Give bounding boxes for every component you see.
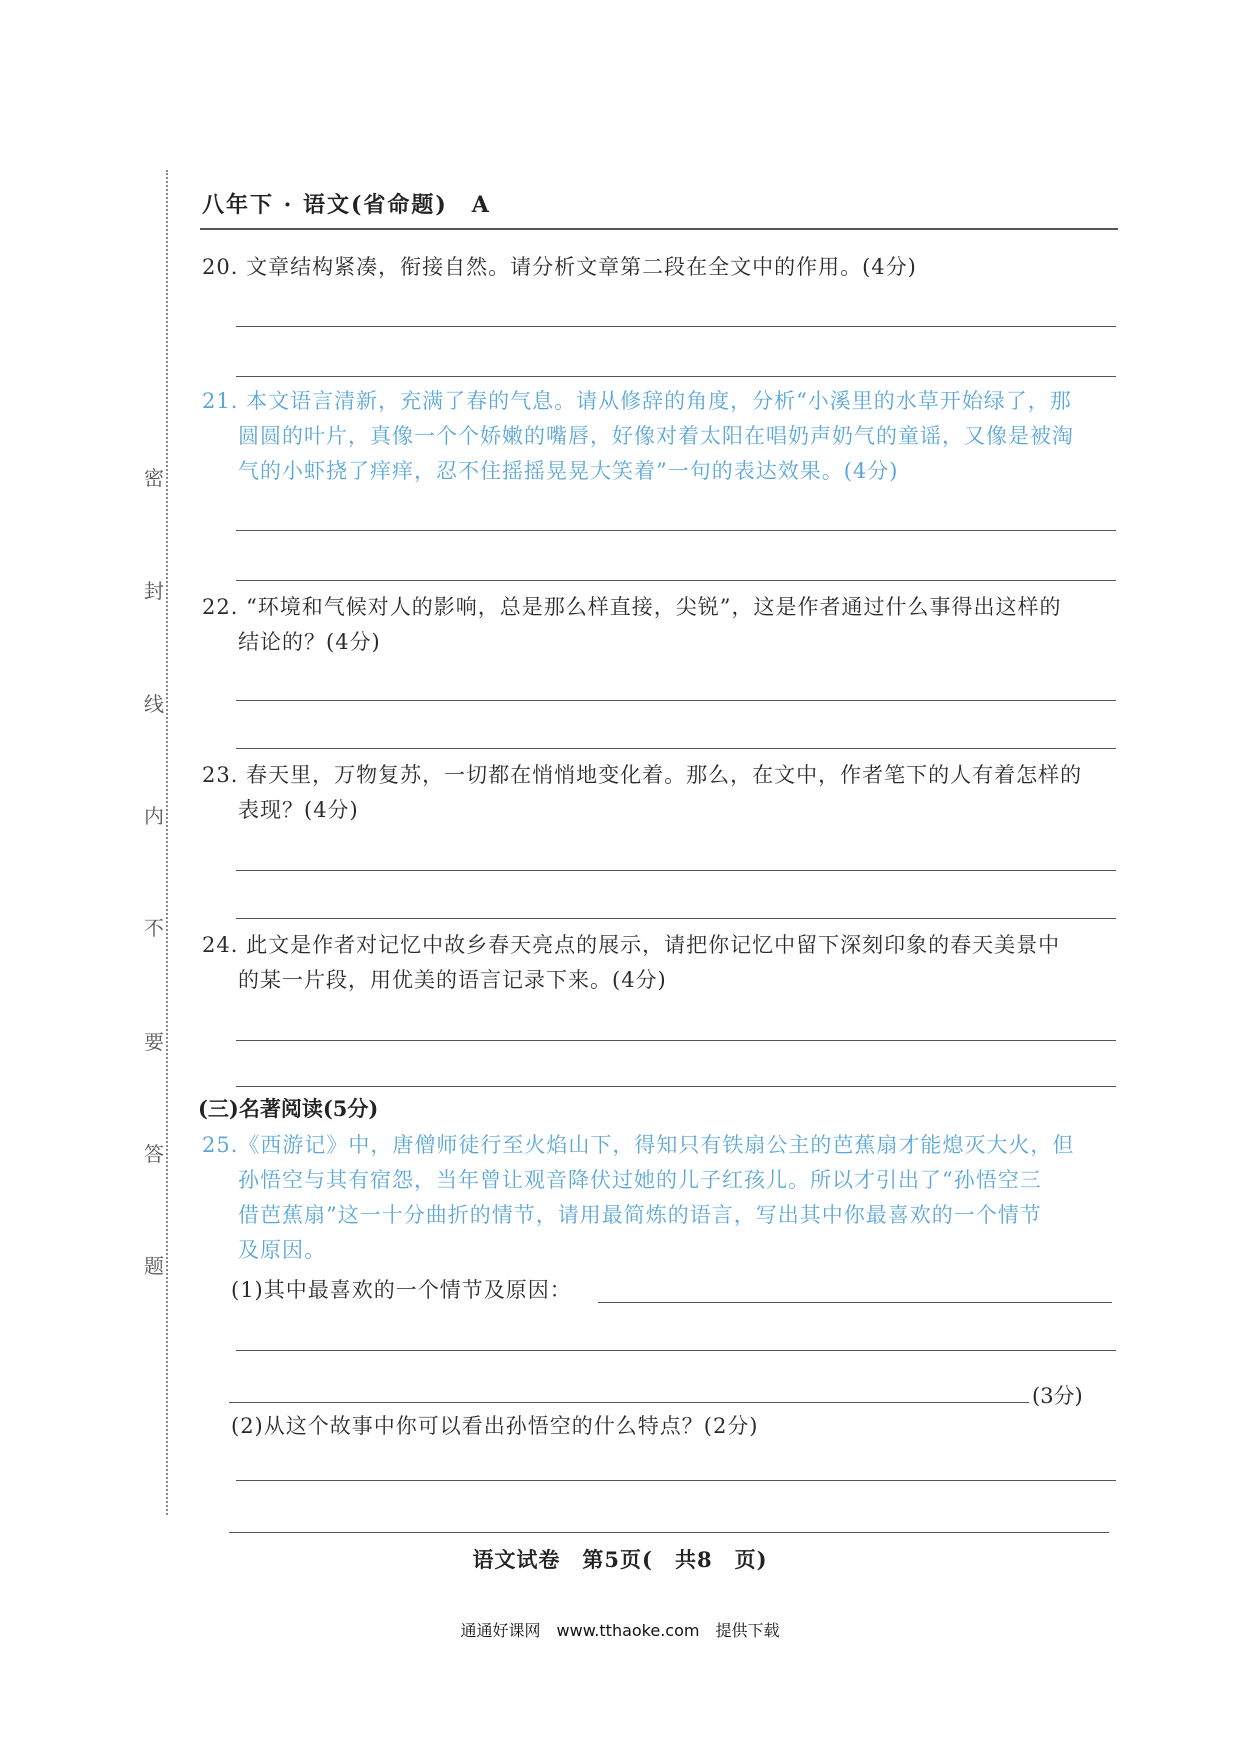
section-famous-works: (三)名著阅读(5分) <box>198 1096 379 1121</box>
question-21-line-1: 21. 本文语言清新，充满了春的气息。请从修辞的角度，分析“小溪里的水草开始绿了，那 <box>202 389 1072 413</box>
answer-line-20-2[interactable] <box>236 376 1116 377</box>
question-23 <box>202 758 1120 828</box>
download-credit: 通通好课网 www.tthaoke.com 提供下载 <box>460 1621 780 1640</box>
header-divider <box>200 228 1118 230</box>
seal-char-4: 内 <box>144 804 164 828</box>
seal-char-7: 答 <box>144 1142 164 1166</box>
seal-char-6: 要 <box>144 1030 164 1054</box>
answer-line-25-1-inline[interactable] <box>598 1302 1112 1303</box>
question-22-line-2: 结论的？(4分) <box>238 630 381 654</box>
question-22-line-1: 22. “环境和气候对人的影响，总是那么样直接，尖锐”，这是作者通过什么事得出这样的 <box>202 595 1062 619</box>
answer-line-25-1-3[interactable] <box>229 1402 1029 1403</box>
answer-line-21-1[interactable] <box>236 530 1116 531</box>
seal-dotted-line <box>166 170 168 1515</box>
answer-line-22-1[interactable] <box>236 700 1116 701</box>
answer-line-23-1[interactable] <box>236 870 1116 871</box>
question-25-sub-1: (1)其中最喜欢的一个情节及原因： <box>231 1278 572 1302</box>
answer-line-24-2[interactable] <box>236 1086 1116 1087</box>
question-21 <box>202 384 1120 489</box>
answer-line-24-1[interactable] <box>236 1040 1116 1041</box>
answer-line-22-2[interactable] <box>236 748 1116 749</box>
seal-char-8: 题 <box>144 1254 164 1278</box>
question-22 <box>202 590 1120 660</box>
question-21-line-2: 圆圆的叶片，真像一个个娇嫩的嘴唇，好像对着太阳在唱奶声奶气的童谣，又像是被淘 <box>238 424 1074 448</box>
question-24-line-2: 的某一片段，用优美的语言记录下来。(4分) <box>238 968 667 992</box>
question-25-line-2: 孙悟空与其有宿怨，当年曾让观音降伏过她的儿子红孩儿。所以才引出了“孙悟空三 <box>238 1168 1042 1192</box>
page-footer: 语文试卷 第5页( 共8 页) <box>472 1547 768 1572</box>
question-24 <box>202 928 1120 998</box>
answer-line-25-2-1[interactable] <box>236 1480 1116 1481</box>
question-25-line-1: 25.《西游记》中，唐僧师徒行至火焰山下，得知只有铁扇公主的芭蕉扇才能熄灭大火，但 <box>202 1133 1075 1157</box>
answer-line-25-2-2[interactable] <box>229 1532 1109 1533</box>
answer-line-21-2[interactable] <box>236 580 1116 581</box>
seal-char-1: 密 <box>144 466 164 490</box>
question-25-line-3: 借芭蕉扇”这一十分曲折的情节，请用最简炼的语言，写出其中你最喜欢的一个情节 <box>238 1203 1042 1227</box>
answer-line-25-1-2[interactable] <box>236 1350 1116 1351</box>
seal-char-2: 封 <box>144 579 164 603</box>
seal-char-3: 线 <box>144 692 164 716</box>
question-20: 20. 文章结构紧凑，衔接自然。请分析文章第二段在全文中的作用。(4分) <box>202 255 917 279</box>
exam-header: 八年下 · 语文(省命题) A <box>202 192 491 218</box>
answer-line-20-1[interactable] <box>236 326 1116 327</box>
answer-line-23-2[interactable] <box>236 918 1116 919</box>
question-23-line-1: 23. 春天里，万物复苏，一切都在悄悄地变化着。那么，在文中，作者笔下的人有着怎样的 <box>202 763 1083 787</box>
question-25-line-4: 及原因。 <box>238 1238 326 1262</box>
question-21-line-3: 气的小虾挠了痒痒，忍不住摇摇晃晃大笑着”一句的表达效果。(4分) <box>238 459 899 483</box>
question-24-line-1: 24. 此文是作者对记忆中故乡春天亮点的展示，请把你记忆中留下深刻印象的春天美景中 <box>202 933 1061 957</box>
question-25 <box>202 1128 1120 1268</box>
question-25-sub-2: (2)从这个故事中你可以看出孙悟空的什么特点？(2分) <box>231 1414 759 1438</box>
question-23-line-2: 表现？(4分) <box>238 798 359 822</box>
question-25-sub-1-score: (3分) <box>1032 1384 1083 1408</box>
seal-char-5: 不 <box>144 916 164 940</box>
